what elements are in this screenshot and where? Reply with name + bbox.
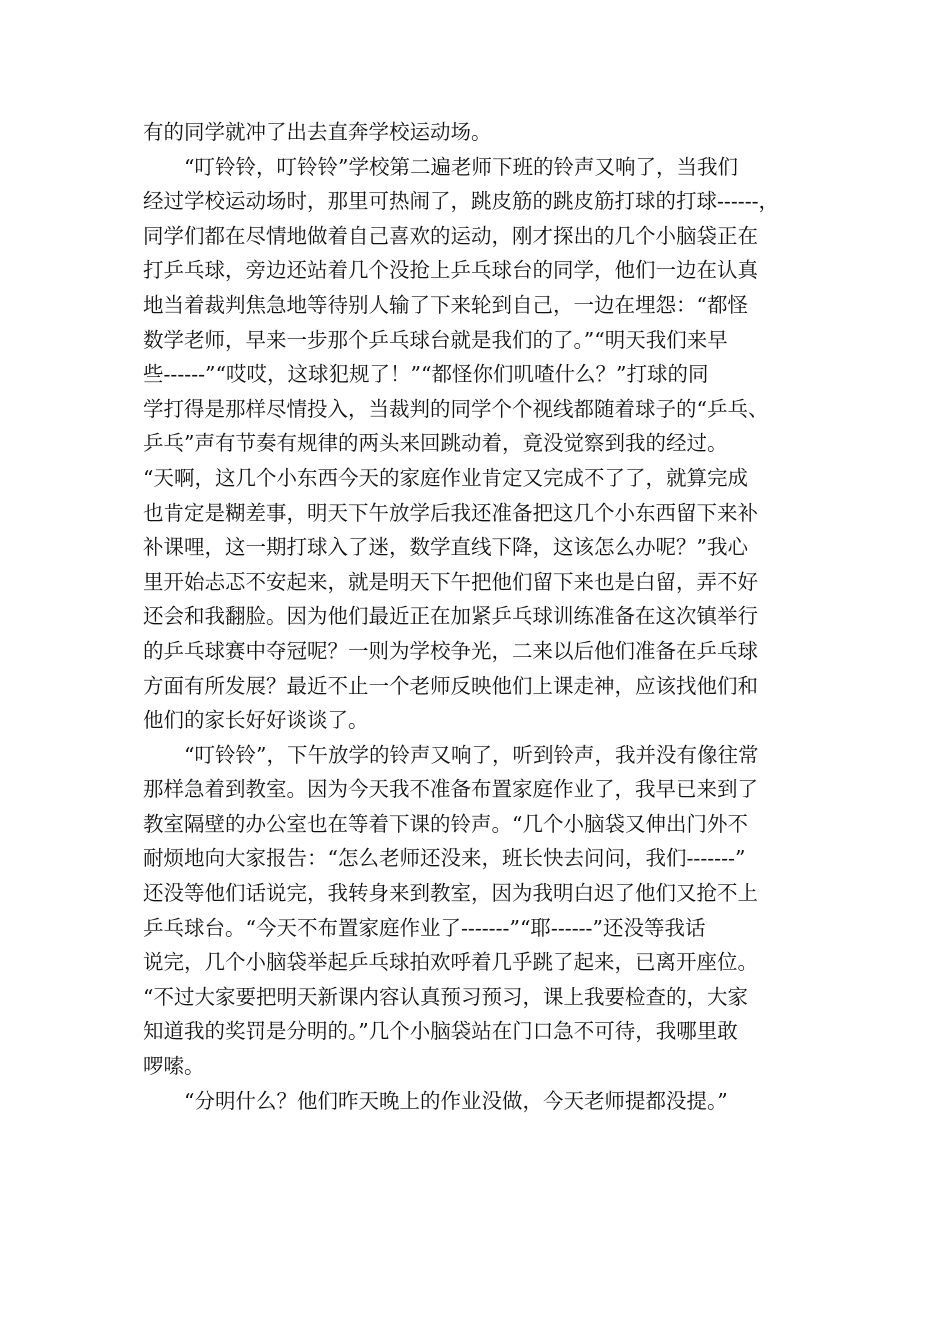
text-line: 还没等他们话说完，我转身来到教室，因为我明白迟了他们又抢不上 xyxy=(143,881,758,906)
text-line: 那样急着到教室。因为今天我不准备布置家庭作业了，我早已来到了 xyxy=(143,777,758,802)
text-line: 学打得是那样尽情投入，当裁判的同学个个视线都随着球子的“乒乓、 xyxy=(143,396,769,421)
body-text xyxy=(143,115,813,1118)
text-line: 也肯定是糊差事，明天下午放学后我还准备把这几个小东西留下来补 xyxy=(143,500,758,525)
text-line: 啰嗦。 xyxy=(143,1054,205,1079)
text-line: 同学们都在尽情地做着自己喜欢的运动，刚才探出的几个小脑袋正在 xyxy=(143,223,758,248)
text-line: 乒乓球台。“今天不布置家庭作业了-------”“耶------”还没等我话 xyxy=(143,915,706,940)
text-line: 地当着裁判焦急地等待别人输了下来轮到自己，一边在埋怨：“都怪 xyxy=(143,292,748,317)
text-line: 经过学校运动场时，那里可热闹了，跳皮筋的跳皮筋打球的打球------， xyxy=(143,189,780,214)
text-line: “叮铃铃”，下午放学的铃声又响了，听到铃声，我并没有像往常 xyxy=(184,742,759,767)
text-line: 数学老师，早来一步那个乒乓球台就是我们的了。”“明天我们来早 xyxy=(143,327,728,352)
text-line: 耐烦地向大家报告：“怎么老师还没来，班长快去问问，我们-------” xyxy=(143,846,746,871)
text-line: 的乒乓球赛中夺冠呢？一则为学校争光，二来以后他们准备在乒乓球 xyxy=(143,638,758,663)
text-line: 他们的家长好好谈谈了。 xyxy=(143,708,369,733)
text-line: 说完，几个小脑袋举起乒乓球拍欢呼着几乎跳了起来，已离开座位。 xyxy=(143,950,758,975)
text-line: “叮铃铃，叮铃铃”学校第二遍老师下班的铃声又响了，当我们 xyxy=(184,154,738,179)
text-line: 乒乓”声有节奏有规律的两头来回跳动着，竟没觉察到我的经过。 xyxy=(143,431,728,456)
text-line: 知道我的奖罚是分明的。”几个小脑袋站在门口急不可待，我哪里敢 xyxy=(143,1019,738,1044)
text-line: 有的同学就冲了出去直奔学校运动场。 xyxy=(143,120,492,144)
text-line: 还会和我翻脸。因为他们最近正在加紧乒乓球训练准备在这次镇举行 xyxy=(143,604,758,629)
text-line: 补课哩，这一期打球入了迷，数学直线下降，这该怎么办呢？”我心 xyxy=(143,535,748,560)
text-line: 教室隔壁的办公室也在等着下课的铃声。“几个小脑袋又伸出门外不 xyxy=(143,811,748,836)
text-line: “不过大家要把明天新课内容认真预习预习，课上我要检查的，大家 xyxy=(143,984,748,1009)
text-line: 方面有所发展？最近不止一个老师反映他们上课走神，应该找他们和 xyxy=(143,673,758,698)
text-line: “天啊，这几个小东西今天的家庭作业肯定又完成不了了，就算完成 xyxy=(143,465,748,490)
text-line: 里开始忐忑不安起来，就是明天下午把他们留下来也是白留，弄不好 xyxy=(143,569,758,594)
text-line: “分明什么？他们昨天晚上的作业没做，今天老师提都没提。” xyxy=(184,1088,728,1113)
text-line: 些------”“哎哎，这球犯规了！”“都怪你们叽喳什么？”打球的同 xyxy=(143,362,709,387)
text-line: 打乒乓球，旁边还站着几个没抢上乒乓球台的同学，他们一边在认真 xyxy=(143,258,758,283)
